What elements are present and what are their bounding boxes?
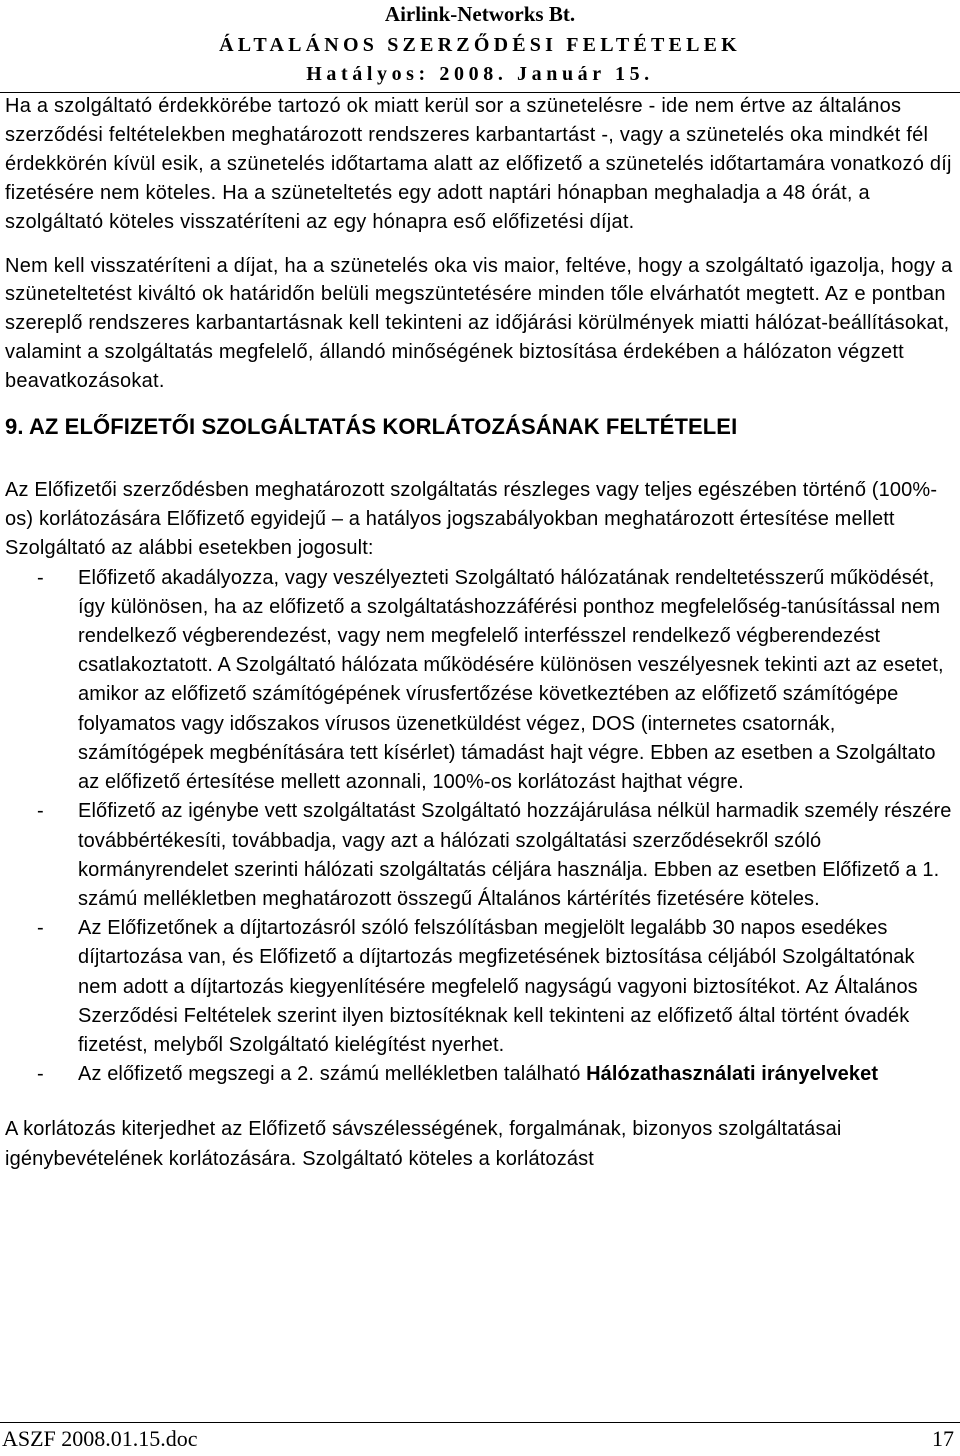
list-item bbox=[5, 564, 955, 798]
restriction-cases-list bbox=[5, 564, 955, 1090]
paragraph: Az Előfizetői szerződésben meghatározott szolgáltatás részleges vagy teljes egészében történő (100%-os) korlátozására Előfizető egyidejű – a hatályos jogszabályokban meghatározott értesítése mellett Szolgáltató az alábbi esetekben jogosult: bbox=[5, 479, 938, 560]
list-dash: - bbox=[37, 566, 44, 589]
list-dash: - bbox=[37, 1063, 44, 1086]
list-dash: - bbox=[37, 800, 44, 823]
company-name: Airlink-Networks Bt. bbox=[384, 2, 576, 26]
section-heading: 9. AZ ELŐFIZETŐI SZOLGÁLTATÁS KORLÁTOZÁSÁNAK FELTÉTELEI bbox=[5, 414, 738, 440]
paragraph: Ha a szolgáltató érdekkörébe tartozó ok miatt kerül sor a szünetelésre - ide nem értve az általános szerződési feltételekben meghatározott rendszeres karbantartást -, vagy a szünetelés oka mindkét fél érdekkörén kívül esik, a szünetelés időtartama alatt az előfizető a szünetelés időtartamára vonatkozó díj fizetésére nem köteles. Ha a szüneteltetés egy adott naptári hónapban meghaladja a 48 órát, a szolgáltató köteles visszatéríteni az egy hónapra eső előfizetési díjat. bbox=[5, 95, 952, 233]
footer-divider bbox=[0, 1422, 960, 1423]
list-item-bold-text: Hálózathasználati irányelveket bbox=[586, 1063, 879, 1086]
document-body bbox=[5, 92, 955, 1174]
document-title: ÁLTALÁNOS SZERZŐDÉSI FELTÉTELEK bbox=[219, 34, 741, 56]
list-item-text: Előfizető az igénybe vett szolgáltatást Szolgáltató hozzájárulása nélkül harmadik személy részére továbbértékesíti, továbbadja, vagy azt a hálózati szolgáltatási szerződésekről szóló kormányrendelet szerinti hálózati szolgáltatás céljára használja. Ebben az esetben Előfizető a 1. számú mellékletben meghatározott összegű Általános kártérítés fizetésére köteles. bbox=[78, 800, 952, 910]
list-item-text: Előfizető akadályozza, vagy veszélyezteti Szolgáltató hálózatának rendeltetésszerű működését, így különösen, ha az előfizető a szolgáltatáshozzáférési ponthoz megfelelőség-tanúsítással nem rendelkező végberendezést, vagy nem megfelelő interfésszel rendelkező végberendezést csatlakoztatott. A Szolgáltató hálózata működésére különösen veszélyesnek tekinti azt az esetet, amikor az előfizető számítógépének vírusfertőzése következtében az előfizető számítógépe folyamatos vagy időszakos vírusos üzenetküldést végez, DOS (internetes csatornák, számítógépek megbénítására tett kísérlet) támadást hajt végre. Ebben az esetben a Szolgáltato az előfizető értesítése mellett azonnali, 100%-os korlátozást hajthat végre. bbox=[78, 566, 944, 794]
list-item bbox=[5, 914, 955, 1060]
list-item bbox=[5, 1060, 955, 1089]
list-item-text: Az előfizető megszegi a 2. számú mellékletben található bbox=[78, 1063, 587, 1086]
effective-date: Hatályos: 2008. Január 15. bbox=[306, 63, 654, 85]
paragraph: A korlátozás kiterjedhet az Előfizető sávszélességének, forgalmának, bizonyos szolgáltatásai igénybevételének korlátozására. Szolgáltató köteles a korlátozást bbox=[5, 1118, 842, 1170]
page-number: 17 bbox=[932, 1426, 954, 1451]
footer-document-name: ASZF 2008.01.15.doc bbox=[2, 1426, 198, 1451]
paragraph: Nem kell visszatéríteni a díjat, ha a szünetelés oka vis maior, feltéve, hogy a szolgáltató igazolja, hogy a szüneteltetést kiváltó ok határidőn belüli megszüntetésére minden tőle elvárhatót megtett. Az e pontban szereplő rendszeres karbantartásnak kell tekinteni az időjárási körülmények miatti hálózat-beállításokat, valamint a szolgáltatás megfelelő, állandó minőségének biztosítása érdekében a hálózaton végzett beavatkozásokat. bbox=[5, 254, 953, 393]
list-item bbox=[5, 797, 955, 914]
list-item-text: Az Előfizetőnek a díjtartozásról szóló felszólításban megjelölt legalább 30 napos esedékes díjtartozása van, és Előfizető a díjtartozás megfizetésének biztosítása céljából Szolgáltatónak nem adott a díjtartozás kiegyenlítésére megfelelő nagyságú vagyoni biztosítékot. Az Általános Szerződési Feltételek szerint ilyen biztosítéknak kell tekinteni az előfizető által történt óvadék fizetést, melyből Szolgáltató kielégítést nyerhet. bbox=[78, 917, 918, 1056]
list-dash: - bbox=[37, 917, 44, 940]
